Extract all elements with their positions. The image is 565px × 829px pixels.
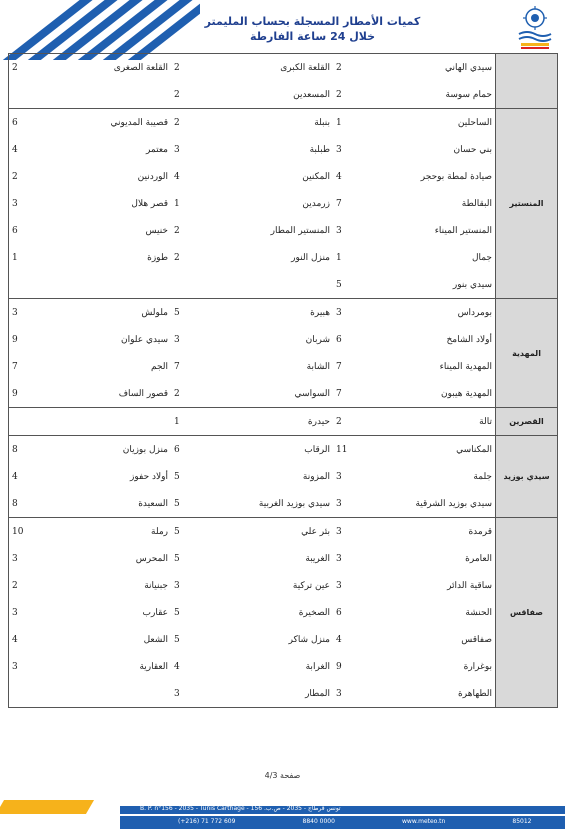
- rain-value: 3: [336, 471, 342, 482]
- station-name: أولاد حفوز: [130, 471, 168, 482]
- rain-value: [9, 271, 76, 299]
- station-name: منزل شاكر: [288, 634, 330, 645]
- rain-value: 2: [9, 54, 76, 82]
- rain-value: 3: [333, 299, 399, 327]
- station-name: الوردنين: [137, 171, 168, 182]
- station-name: الغريبة: [305, 553, 330, 564]
- rain-value: 10: [9, 518, 76, 546]
- rain-value: 3: [9, 299, 76, 327]
- table-row: [9, 109, 558, 137]
- rain-value: 2: [174, 252, 180, 263]
- station-name: السواسي: [294, 388, 330, 399]
- institute-logo: [515, 6, 555, 52]
- rain-value: 5: [336, 279, 342, 290]
- station-name: طبلبة: [309, 144, 330, 155]
- station-name: حيدرة: [237, 408, 333, 436]
- station-name: عقارب: [142, 607, 168, 618]
- rain-value: 3: [336, 498, 342, 509]
- rain-value: 3: [174, 144, 180, 155]
- rain-value: 7: [174, 361, 180, 372]
- rain-value: 5: [174, 634, 180, 645]
- station-name: جبنيانة: [144, 580, 168, 591]
- rain-value: 7: [9, 353, 76, 380]
- station-name: قصر هلال: [131, 198, 168, 209]
- station-name: العقارية: [139, 661, 168, 672]
- rain-value: 11: [333, 436, 399, 464]
- title-line-1: كميات الأمطار المسجلة بحساب المليمتر: [204, 15, 421, 28]
- rain-value: 1: [333, 109, 399, 137]
- station-name: بئر علي: [237, 518, 333, 546]
- rain-value: 5: [174, 607, 180, 618]
- rain-value: 8: [9, 436, 76, 464]
- table-row: [9, 353, 558, 380]
- governorate-cell: [496, 54, 558, 109]
- station-name: حمام سوسة: [445, 89, 492, 100]
- rain-value: 8: [9, 490, 76, 518]
- station-name: البقالطة: [461, 198, 492, 209]
- footer-fax: (+216) 71 772 609: [178, 818, 236, 825]
- footer-website: www.meteo.tn: [402, 818, 446, 825]
- rain-value: 1: [336, 252, 342, 263]
- station-name: المكناسي: [399, 436, 496, 464]
- rain-value: 3: [336, 580, 342, 591]
- station-name: الرقاب: [237, 436, 333, 464]
- station-name: ساقية الدائر: [447, 580, 492, 591]
- station-name: منزل النور: [291, 252, 330, 263]
- station-name: المزونة: [302, 471, 330, 482]
- station-name: المنستير المطار: [270, 225, 330, 236]
- footer-phone: (+216) 71 773 400: [53, 818, 111, 825]
- station-name: ملولش: [75, 299, 171, 327]
- page-footer: [0, 798, 565, 829]
- rain-value: 3: [9, 653, 76, 680]
- station-name: سيدي علوان: [121, 334, 168, 345]
- table-row: [9, 380, 558, 408]
- table-row: [9, 244, 558, 271]
- station-name: الصخيرة: [298, 607, 330, 618]
- table-row: [9, 163, 558, 190]
- station-name: جلمة: [473, 471, 492, 482]
- station-name: [75, 81, 171, 109]
- rain-value: 2: [174, 388, 180, 399]
- rain-value: 6: [336, 607, 342, 618]
- rain-value: 4: [9, 463, 76, 490]
- title-line-2: خلال 24 ساعة الفارطة: [249, 30, 376, 43]
- rain-value: [9, 680, 76, 708]
- table-row: [9, 299, 558, 327]
- station-name: الساحلين: [399, 109, 496, 137]
- table-row: [9, 572, 558, 599]
- station-name: سيدي بوزيد الشرقية: [415, 498, 492, 509]
- station-name: قرمدة: [399, 518, 496, 546]
- rain-value: 5: [174, 498, 180, 509]
- footer-sms: 85012: [512, 818, 532, 825]
- rain-value: 2: [9, 163, 76, 190]
- rain-value: 2: [171, 109, 237, 137]
- governorate-cell: القصرين: [496, 408, 558, 436]
- station-name: المطار: [237, 680, 333, 708]
- station-name: السعيدة: [138, 498, 168, 509]
- rain-value: 5: [174, 471, 180, 482]
- rain-value: 3: [336, 144, 342, 155]
- station-name: الجم: [150, 361, 168, 372]
- station-name: معتمر: [145, 144, 168, 155]
- rain-value: 1: [171, 408, 237, 436]
- station-name: المحرس: [135, 553, 168, 564]
- table-row: [9, 626, 558, 653]
- station-name: طوزة: [147, 252, 168, 263]
- rain-value: 7: [336, 198, 342, 209]
- station-name: الحنشة: [465, 607, 492, 618]
- table-row: [9, 436, 558, 464]
- station-name: منزل بوزيان: [75, 436, 171, 464]
- footer-address: B. P. n°156 - 2035 - Tunis Carthage - تونس قرطاج - 2035 - ص.ب. 156: [140, 805, 341, 812]
- table-row: [9, 545, 558, 572]
- rain-value: 9: [9, 380, 76, 408]
- footer-green-number: 8840 0000: [302, 818, 335, 825]
- station-name: المهدية الميناء: [439, 361, 492, 372]
- rain-value: 3: [333, 680, 399, 708]
- station-name: بنبلة: [237, 109, 333, 137]
- table-row: [9, 326, 558, 353]
- station-name: [75, 271, 171, 299]
- station-name: القلعة الصغرى: [75, 54, 171, 82]
- table-row: [9, 408, 558, 436]
- rain-value: 2: [174, 89, 180, 100]
- station-name: المهدية هيبون: [441, 388, 492, 399]
- rain-value: 4: [9, 136, 76, 163]
- rain-value: 3: [9, 545, 76, 572]
- table-row: [9, 190, 558, 217]
- rain-value: 6: [171, 436, 237, 464]
- governorate-cell: المنستير: [496, 109, 558, 299]
- station-name: شربان: [305, 334, 330, 345]
- rain-value: [9, 408, 76, 436]
- station-name: [237, 271, 333, 299]
- rain-value: 3: [171, 680, 237, 708]
- rain-value: 2: [333, 54, 399, 82]
- station-name: [75, 680, 171, 708]
- page-title: [190, 14, 435, 44]
- table-row: [9, 490, 558, 518]
- rain-value: 2: [336, 89, 342, 100]
- rain-value: 3: [333, 518, 399, 546]
- table-row: [9, 680, 558, 708]
- rain-value: 5: [174, 553, 180, 564]
- station-name: سيدي بنور: [452, 279, 492, 290]
- station-name: قصور الساف: [118, 388, 168, 399]
- station-name: زرمدين: [302, 198, 330, 209]
- rain-value: [171, 271, 237, 299]
- rain-value: 6: [9, 109, 76, 137]
- table-row: [9, 599, 558, 626]
- station-name: المكنين: [302, 171, 330, 182]
- station-name: المسعدين: [293, 89, 330, 100]
- rain-value: 2: [333, 408, 399, 436]
- rain-value: 3: [336, 225, 342, 236]
- station-name: العامرة: [465, 553, 492, 564]
- table-row: [9, 518, 558, 546]
- rain-value: 5: [171, 299, 237, 327]
- station-name: صيادة لمطة بوحجر: [420, 171, 492, 182]
- rain-value: 4: [336, 634, 342, 645]
- rain-value: 9: [336, 661, 342, 672]
- rain-value: [9, 81, 76, 109]
- station-name: خنيس: [145, 225, 168, 236]
- rainfall-table: [8, 53, 558, 708]
- rain-value: 2: [9, 572, 76, 599]
- rain-value: 4: [174, 171, 180, 182]
- station-name: الغرابة: [305, 661, 330, 672]
- table-row: [9, 653, 558, 680]
- table-row: [9, 271, 558, 299]
- station-name: بوغرارة: [463, 661, 492, 672]
- rain-value: 6: [336, 334, 342, 345]
- table-row: [9, 54, 558, 82]
- station-name: الشابة: [306, 361, 330, 372]
- station-name: أولاد الشامخ: [446, 334, 492, 345]
- station-name: القلعة الكبرى: [237, 54, 333, 82]
- station-name: سيدي الهاني: [399, 54, 496, 82]
- rain-value: 2: [171, 54, 237, 82]
- station-name: سيدي بوزيد الغربية: [258, 498, 330, 509]
- rain-value: 7: [336, 361, 342, 372]
- station-name: صفاقس: [461, 634, 492, 645]
- table-row: [9, 81, 558, 109]
- station-name: [75, 408, 171, 436]
- governorate-cell: المهدية: [496, 299, 558, 408]
- station-name: هبيرة: [237, 299, 333, 327]
- rain-value: 3: [174, 580, 180, 591]
- station-name: جمال: [471, 252, 492, 263]
- footer-contacts: [20, 818, 565, 825]
- station-name: قصيبة المديوني: [75, 109, 171, 137]
- rain-value: 4: [174, 661, 180, 672]
- station-name: رملة: [75, 518, 171, 546]
- governorate-cell: سيدي بوزيد: [496, 436, 558, 518]
- rain-value: 3: [336, 553, 342, 564]
- rain-value: 1: [174, 198, 180, 209]
- station-name: بني حسان: [453, 144, 492, 155]
- table-row: [9, 217, 558, 244]
- rain-value: 2: [174, 225, 180, 236]
- rain-value: 3: [9, 190, 76, 217]
- rain-value: 4: [336, 171, 342, 182]
- station-name: المنستير الميناء: [434, 225, 492, 236]
- rain-value: 5: [171, 518, 237, 546]
- station-name: تالة: [399, 408, 496, 436]
- header-decoration: [0, 0, 200, 60]
- station-name: بومرداس: [399, 299, 496, 327]
- page-number: صفحة 4/3: [264, 771, 301, 780]
- rain-value: 4: [9, 626, 76, 653]
- rain-value: 1: [9, 244, 76, 271]
- table-row: [9, 463, 558, 490]
- rain-value: 7: [336, 388, 342, 399]
- table-row: [9, 136, 558, 163]
- station-name: عين تركية: [292, 580, 330, 591]
- station-name: الطهاهرة: [399, 680, 496, 708]
- governorate-cell: صفاقس: [496, 518, 558, 708]
- rain-value: 6: [9, 217, 76, 244]
- rain-value: 3: [174, 334, 180, 345]
- footer-accent: [0, 800, 94, 814]
- rain-value: 9: [9, 326, 76, 353]
- rain-value: 3: [9, 599, 76, 626]
- station-name: الشعل: [143, 634, 168, 645]
